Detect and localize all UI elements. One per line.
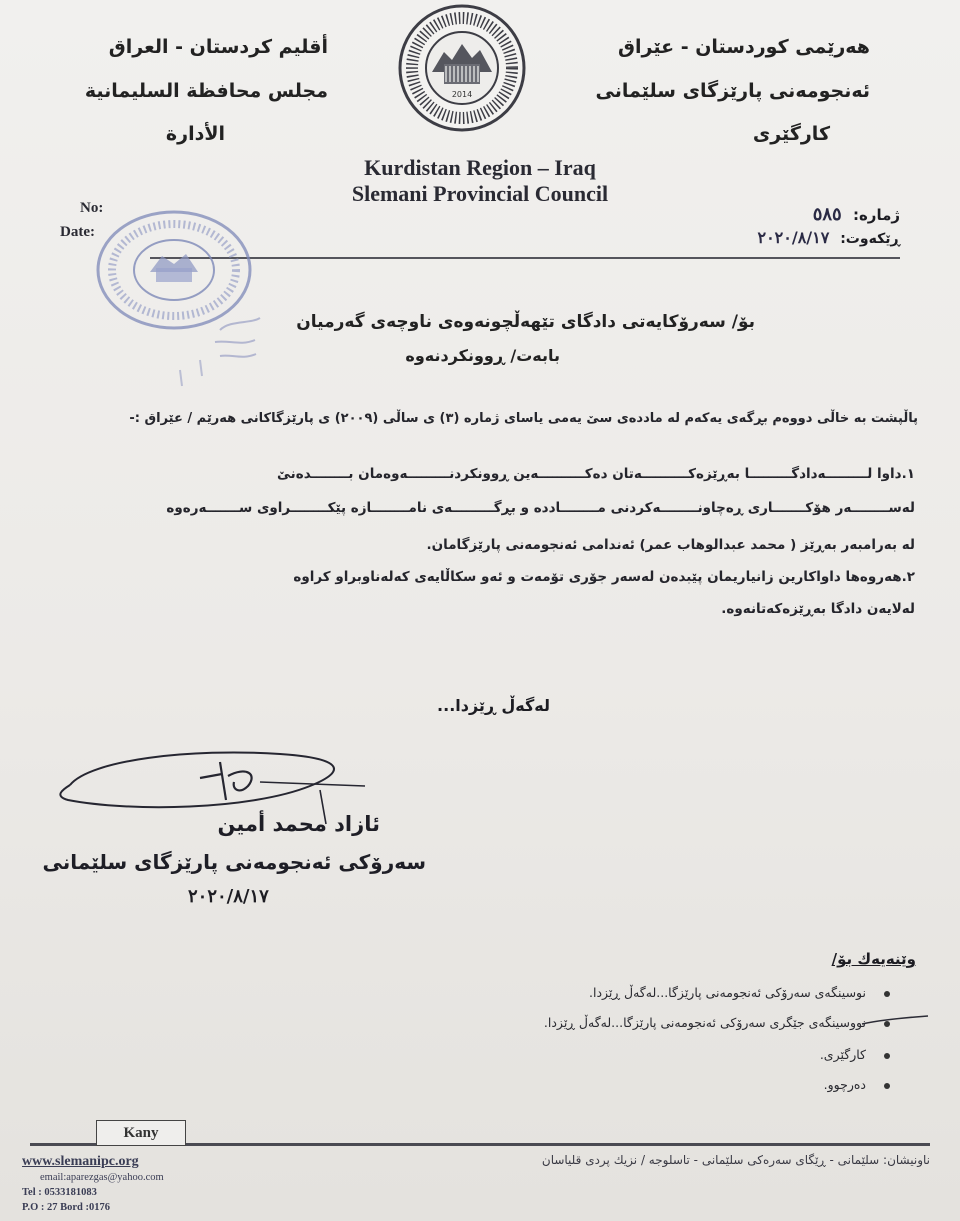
bullet-icon	[884, 1083, 890, 1089]
number-value: ٥٨٥	[812, 204, 842, 225]
paragraph-2-line-2: لەلایەن دادگا بەڕێزەکەتانەوە.	[721, 601, 915, 617]
stamp-handwriting	[160, 310, 280, 390]
closing-regards: لەگەڵ ڕێزدا...	[437, 696, 550, 715]
date-label-kurdish: ڕێکەوت:	[840, 231, 900, 247]
footer-tel: Tel : 0533181083	[22, 1187, 97, 1198]
signatory-title: سەرۆکی ئەنجومەنی پارێزگای سلێمانی	[42, 850, 426, 874]
council-seal-logo	[382, 2, 542, 137]
footer-email[interactable]: email:aparezgas@yahoo.com	[40, 1172, 164, 1183]
copy-item-4: دەرچوو.	[824, 1077, 890, 1092]
header-kurdish-line2: ئەنجومەنی پارێزگای سلێمانی	[595, 80, 870, 102]
copies-heading: وێنەیەك بۆ/	[831, 950, 916, 968]
svg-text:2014: 2014	[451, 90, 473, 99]
header-arabic-line2: مجلس محافظة السليمانية	[84, 80, 328, 102]
signatory-name: ئازاد محمد أمين	[217, 812, 380, 836]
paragraph-2-line-1: ٢.هەروەها داواکارین زانیاریمان پێبدەن لەسەر جۆری تۆمەت و ئەو سکاڵایەی کەلەناوبراو کراوە	[293, 569, 915, 585]
copy-item-1: نوسینگەی سەرۆکی ئەنجومەنی پارێزگا...لەگەڵ ڕێزدا.	[589, 985, 890, 1000]
date-label: Date:	[60, 224, 95, 240]
paragraph-1-line-1: ١.داوا لـــــــــەدادگـــــــــا بەڕێزەکــــــــــەتان دەکــــــــــەین ڕوونکردنـــــــــەوەمان بــــــــدەنێ	[277, 466, 915, 482]
header-arabic-line1: أقليم كردستان - العراق	[108, 36, 328, 58]
footer-address: ناونیشان: سلێمانی - ڕێگای سەرەکی سلێمانی - تاسلوجە / نزیك پردی قلیاسان	[541, 1153, 930, 1167]
handwritten-tag: Kany	[96, 1120, 186, 1146]
pen-stroke	[860, 1014, 930, 1028]
header-divider	[150, 257, 900, 259]
header-kurdish-line1: هەرێمی کوردستان - عێراق	[618, 36, 870, 58]
date-row	[757, 228, 900, 247]
english-title-line2: Slemani Provincial Council	[351, 181, 609, 206]
paragraph-1-line-2: لەســــــــەر هۆکـــــــاری ڕەچاونــــــــەکردنی مــــــــادده و بڕگـــــــــەی نامــــــــازە پێکــــــــراوی ســـــــەرەوە	[166, 500, 915, 516]
date-value: ٢٠٢٠/٨/١٧	[757, 228, 830, 247]
subject-line: بابەت/ ڕوونکردنەوە	[405, 346, 560, 365]
signature-date: ٢٠٢٠/٨/١٧	[188, 886, 269, 907]
copy-item-2: نووسینگەی جێگری سەرۆکی ئەنجومەنی پارێزگا...لەگەڵ ڕێزدا.	[544, 1015, 890, 1030]
copy-item-3: کارگێری.	[820, 1047, 890, 1062]
bullet-icon	[884, 991, 890, 997]
header-arabic-line3: الأدارة	[165, 123, 225, 145]
bullet-icon	[884, 1053, 890, 1059]
english-title-line1: Kurdistan Region – Iraq	[364, 155, 596, 180]
no-label: No:	[80, 200, 104, 216]
header-kurdish-line3: کارگێری	[752, 123, 830, 145]
number-row	[813, 204, 900, 225]
recipient-line: بۆ/ سەرۆکایەتی دادگای تێهەڵچونەوەی ناوچەی گەرمیان	[296, 312, 755, 332]
footer-website[interactable]: www.slemanipc.org	[22, 1154, 139, 1169]
number-label: ژمارە:	[852, 206, 900, 224]
intro-paragraph: پاڵپشت بە خاڵی دووەم بڕگەی یەکەم لە ماددەی سێ یەمی یاسای ژمارە (٣) ی ساڵی (٢٠٠٩) ی پارێزگاکانی هەرێم / عێراق :-	[129, 411, 918, 426]
footer-po: P.O : 27 Bord :0176	[22, 1202, 110, 1213]
paragraph-1-line-3: لە بەرامبەر بەڕێز ( محمد عبدالوهاب عمر) ئەندامی ئەنجومەنی پارێزگامان.	[426, 537, 915, 553]
